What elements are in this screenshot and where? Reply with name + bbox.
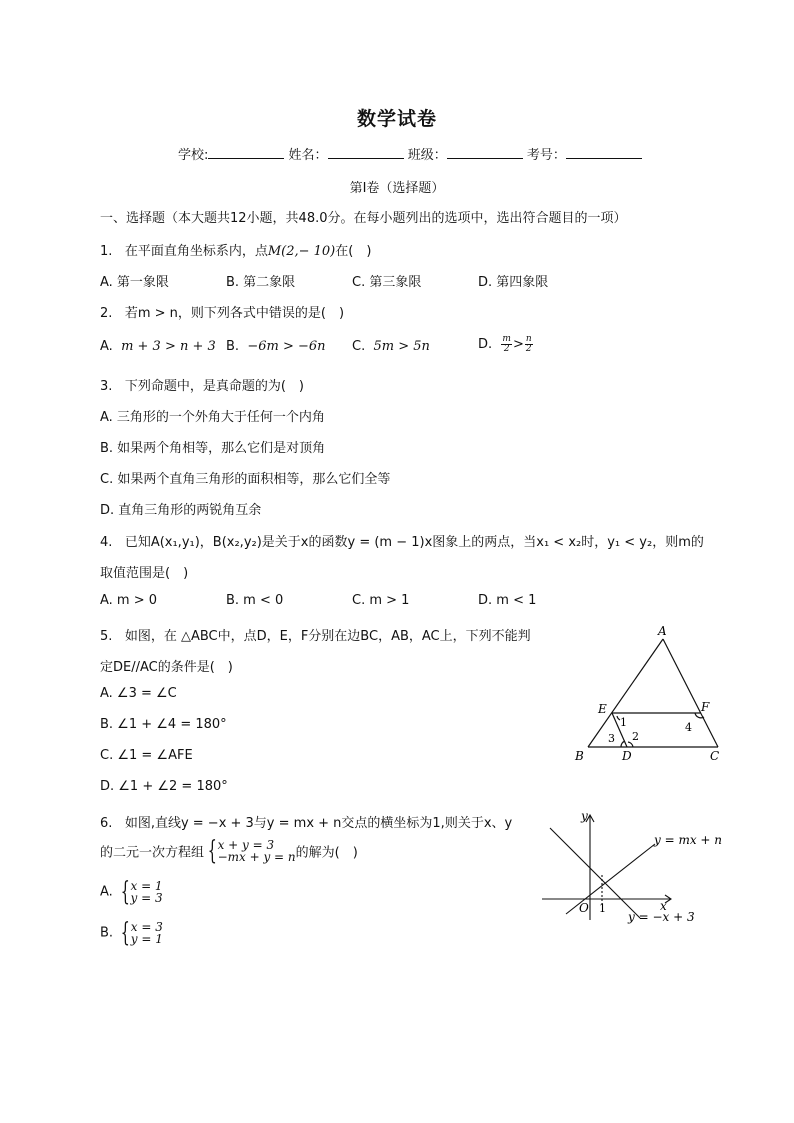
side-ab <box>588 639 663 747</box>
q5-line2: 定DE//AC的条件是( ) <box>100 660 233 675</box>
triangle-figure <box>570 622 730 770</box>
x-axis-label: x <box>660 899 667 913</box>
q1-option-a: A. 第一象限 <box>100 275 169 290</box>
q6-a-label: A. <box>100 884 113 900</box>
question-5 <box>100 625 531 644</box>
q2-d-den1: 2 <box>503 344 510 354</box>
q2-a-expr: m + 3 > n + 3 <box>121 339 216 354</box>
vertex-c-label: C <box>710 749 720 763</box>
q3-number: 3. <box>100 379 113 394</box>
vertex-a-label: A <box>658 624 667 638</box>
q4-line2: 取值范围是( ) <box>100 566 189 581</box>
q1-point: M(2,− 10) <box>267 244 336 259</box>
q3-text: 下列命题中，是真命题的为( ) <box>124 379 304 394</box>
q6-a-eq1: x = 1 <box>130 879 163 893</box>
line-graph-figure <box>538 808 724 930</box>
volume-heading: 第I卷（选择题） <box>349 181 445 196</box>
q2-b-expr: −6m > −6n <box>247 339 326 354</box>
q2-d-num1: m <box>502 334 511 344</box>
q6-line1: 如图,直线y = −x + 3与y = mx + n交点的横坐标为1,则关于x、y <box>124 816 513 831</box>
q6-b-eq1: x = 3 <box>130 920 163 934</box>
q6-b-label: B. <box>100 925 114 941</box>
q2-c-label: C. <box>352 339 366 354</box>
q6-a-system <box>130 880 162 904</box>
exam-no-blank <box>566 146 642 159</box>
q2-c-expr: 5m > 5n <box>373 339 430 354</box>
angle-4-label: 4 <box>685 721 692 734</box>
q6-system <box>218 839 296 863</box>
line-mx-label: y = mx + n <box>654 833 723 847</box>
q1-tail: 在( ) <box>335 244 372 259</box>
q2-d-num2: n <box>525 334 532 344</box>
point-f-label: F <box>701 700 710 714</box>
q2-b-label: B. <box>226 339 240 354</box>
q2-d-den2: 2 <box>525 344 532 354</box>
line-neg-label: y = −x + 3 <box>628 910 695 924</box>
q2-d-label: D. <box>478 337 493 352</box>
question-3 <box>100 375 304 394</box>
question-2 <box>100 302 344 321</box>
q2-d-frac1 <box>501 335 512 354</box>
q5-option-b: B. ∠1 + ∠4 = 180° <box>100 717 227 732</box>
question-1 <box>100 240 371 259</box>
q6-number: 6. <box>100 816 113 831</box>
name-label: 姓名： <box>288 148 328 163</box>
tick-1-label: 1 <box>599 902 606 915</box>
q1-option-b: B. 第二象限 <box>226 275 296 290</box>
q2-option-a <box>100 339 216 354</box>
angle-2-label: 2 <box>632 730 639 743</box>
q2-d-frac2 <box>525 335 533 354</box>
q2-a-label: A. <box>100 339 113 354</box>
q6-system-brace: { <box>207 836 217 866</box>
section-heading: 一、选择题（本大题共12小题，共48.0分。在每小题列出的选项中，选出符合题目的一项） <box>100 211 627 226</box>
q1-option-d: D. 第四象限 <box>478 275 549 290</box>
q2-option-d <box>478 335 534 354</box>
point-d-label: D <box>622 749 632 763</box>
angle-3-label: 3 <box>608 732 615 745</box>
q6-option-a <box>100 879 163 905</box>
student-info-line <box>178 144 642 163</box>
q1-text: 在平面直角坐标系内，点 <box>124 244 268 259</box>
q6-b-system <box>131 921 163 945</box>
q4-option-c: C. m > 1 <box>352 593 410 608</box>
exam-no-label: 考号： <box>526 148 566 163</box>
line-neg-x-plus-3 <box>550 828 640 918</box>
q6-b-brace: { <box>120 918 131 948</box>
q2-number: 2. <box>100 306 113 321</box>
question-6 <box>100 812 512 831</box>
q5-line1: 如图，在 △ABC中，点D，E，F分别在边BC，AB，AC上，下列不能判 <box>124 629 531 644</box>
q4-option-d: D. m < 1 <box>478 593 537 608</box>
q3-option-d: D. 直角三角形的两锐角互余 <box>100 503 262 518</box>
q6-line2-post: 的解为( ) <box>295 845 358 861</box>
y-axis-label: y <box>581 809 588 823</box>
q4-option-a: A. m > 0 <box>100 593 158 608</box>
class-blank <box>447 146 523 159</box>
q3-option-a: A. 三角形的一个外角大于任何一个内角 <box>100 410 325 425</box>
school-label: 学校: <box>178 148 209 163</box>
vertex-b-label: B <box>575 749 584 763</box>
q2-option-c <box>352 339 430 354</box>
q6-line2-pre: 的二元一次方程组 <box>100 845 205 861</box>
q3-option-c: C. 如果两个直角三角形的面积相等，那么它们全等 <box>100 472 391 487</box>
point-e-label: E <box>598 702 607 716</box>
q4-option-b: B. m < 0 <box>226 593 284 608</box>
q2-text: 若m > n，则下列各式中错误的是( ) <box>124 306 345 321</box>
q3-option-b: B. 如果两个角相等，那么它们是对顶角 <box>100 441 326 456</box>
name-blank <box>328 146 404 159</box>
q2-option-b <box>226 339 326 354</box>
angle-1-label: 1 <box>620 716 627 729</box>
q6-option-b <box>100 920 163 946</box>
q4-line1: 已知A(x₁,y₁)，B(x₂,y₂)是关于x的函数y = (m − 1)x图象上的两点，当x₁ < x₂时，y₁ < y₂，则m的 <box>124 535 704 550</box>
q6-eq1: x + y = 3 <box>217 838 275 852</box>
q5-option-c: C. ∠1 = ∠AFE <box>100 748 193 763</box>
page-title: 数学试卷 <box>356 108 437 130</box>
question-4 <box>100 531 704 550</box>
q6-a-brace: { <box>120 877 130 907</box>
q6-a-eq2: y = 3 <box>130 891 163 905</box>
q6-line2 <box>100 838 358 864</box>
q4-number: 4. <box>100 535 113 550</box>
class-label: 班级： <box>407 148 447 163</box>
q1-option-c: C. 第三象限 <box>352 275 422 290</box>
q5-option-a: A. ∠3 = ∠C <box>100 686 177 701</box>
q5-number: 5. <box>100 629 113 644</box>
q6-b-eq2: y = 1 <box>130 932 163 946</box>
school-blank <box>208 146 284 159</box>
q5-option-d: D. ∠1 + ∠2 = 180° <box>100 779 228 794</box>
q2-d-gt: > <box>512 337 524 352</box>
q6-eq2: −mx + y = n <box>217 850 296 864</box>
q1-number: 1. <box>100 244 113 259</box>
origin-label: O <box>579 901 589 915</box>
